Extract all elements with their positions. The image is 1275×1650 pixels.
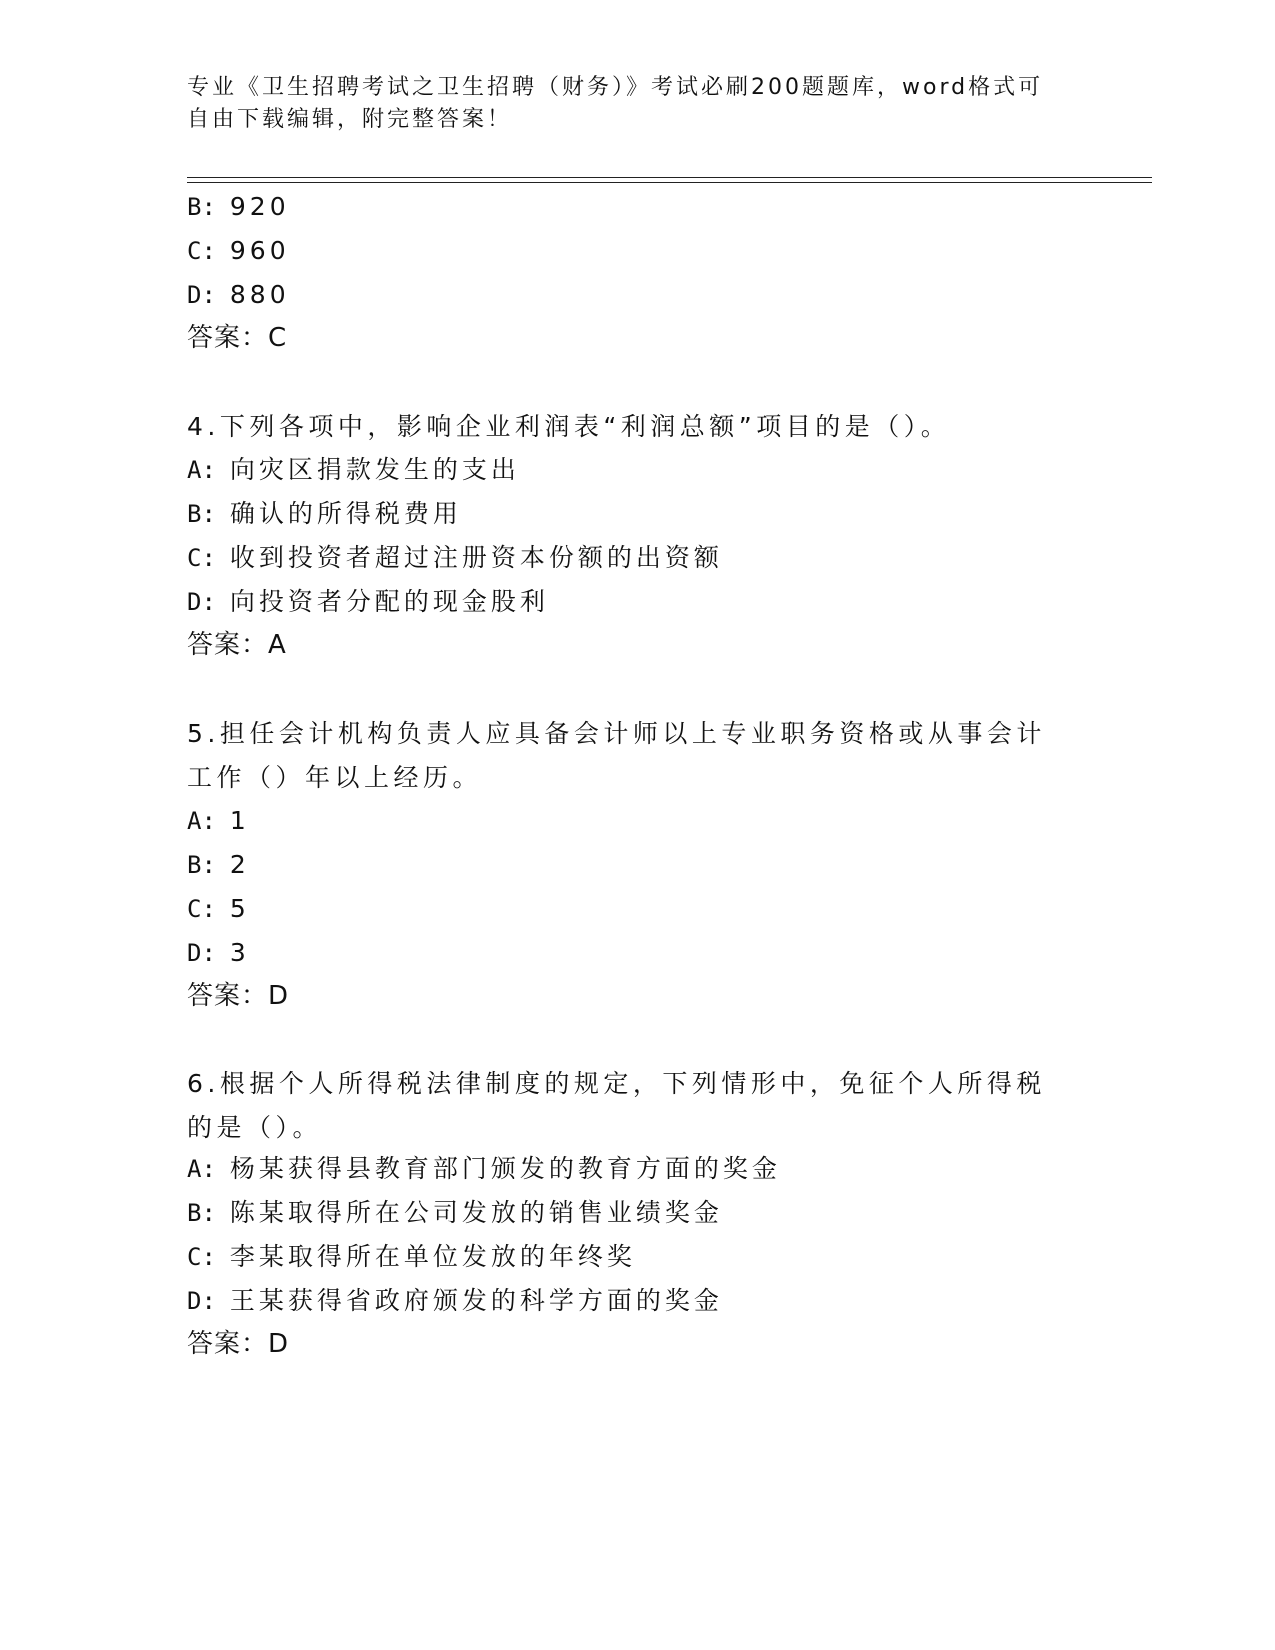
question-5-text: 5.担任会计机构负责人应具备会计师以上专业职务资格或从事会计工作（）年以上经历。 (187, 719, 1046, 792)
answer-q4: 答案：A (187, 630, 287, 660)
question-6-text: 6.根据个人所得税法律制度的规定，下列情形中，免征个人所得税的是（）。 (187, 1069, 1046, 1142)
option-c (187, 236, 290, 266)
option-a (187, 1154, 781, 1184)
option-d (187, 938, 250, 968)
option-text: 5 (229, 894, 250, 923)
option-d (187, 587, 549, 617)
option-d (187, 280, 290, 310)
option-a (187, 806, 250, 836)
option-label: B: (187, 500, 216, 528)
option-text: 确认的所得税费用 (229, 499, 462, 528)
option-label: C: (187, 1243, 216, 1271)
option-text: 向投资者分配的现金股利 (229, 587, 549, 616)
option-text: 陈某取得所在公司发放的销售业绩奖金 (229, 1198, 723, 1227)
option-c (187, 1242, 636, 1272)
answer-q3: 答案：C (187, 323, 288, 353)
option-label: A: (187, 456, 216, 484)
option-text: 向灾区捐款发生的支出 (229, 455, 520, 484)
option-label: A: (187, 1155, 216, 1183)
option-label: A: (187, 807, 216, 835)
option-label: C: (187, 237, 216, 265)
option-text: 收到投资者超过注册资本份额的出资额 (229, 543, 723, 572)
option-b (187, 850, 250, 880)
option-text: 920 (229, 192, 290, 221)
option-label: B: (187, 851, 216, 879)
option-text: 杨某获得县教育部门颁发的教育方面的奖金 (229, 1154, 781, 1183)
option-c (187, 543, 723, 573)
option-label: C: (187, 544, 216, 572)
page-header: 专业《卫生招聘考试之卫生招聘（财务）》考试必刷200题题库，word格式可自由下载编辑，附完整答案！ (187, 75, 1044, 132)
option-label: D: (187, 281, 216, 309)
option-text: 李某取得所在单位发放的年终奖 (229, 1242, 636, 1271)
option-b (187, 499, 462, 529)
option-label: B: (187, 193, 216, 221)
question-4-text: 4.下列各项中，影响企业利润表“利润总额”项目的是（）。 (187, 412, 951, 441)
answer-q5: 答案：D (187, 981, 290, 1011)
header-divider-top (187, 177, 1152, 178)
option-text: 3 (229, 938, 250, 967)
option-text: 王某获得省政府颁发的科学方面的奖金 (229, 1286, 723, 1315)
option-text: 880 (229, 280, 290, 309)
option-label: C: (187, 895, 216, 923)
option-c (187, 894, 250, 924)
header-divider-bottom (187, 182, 1152, 183)
option-b (187, 1198, 723, 1228)
option-text: 1 (229, 806, 250, 835)
option-label: D: (187, 939, 216, 967)
option-b (187, 192, 290, 222)
option-text: 2 (229, 850, 250, 879)
answer-q6: 答案：D (187, 1329, 290, 1359)
option-label: B: (187, 1199, 216, 1227)
option-label: D: (187, 588, 216, 616)
option-a (187, 455, 520, 485)
option-d (187, 1286, 723, 1316)
option-label: D: (187, 1287, 216, 1315)
option-text: 960 (229, 236, 290, 265)
